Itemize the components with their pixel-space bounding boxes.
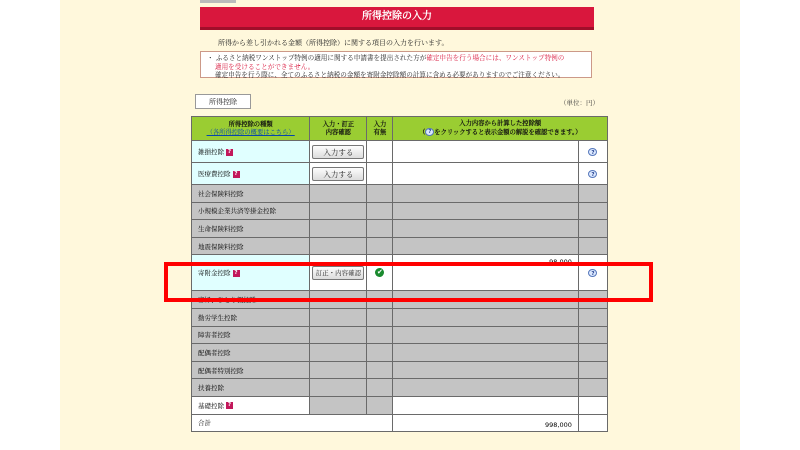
- row-explain-cell: [578, 163, 607, 185]
- row-explain-cell: [578, 396, 607, 414]
- row-action-cell: [310, 141, 367, 163]
- row-label: 社会保険料控除: [198, 189, 244, 198]
- table-row: [192, 237, 608, 255]
- table-row: [192, 361, 608, 379]
- row-label: 雑損控除: [198, 148, 224, 156]
- explain-icon[interactable]: ?: [588, 170, 597, 178]
- header-amount-line1: 入力内容から計算した控除額: [459, 120, 542, 127]
- kifukin-edit-button[interactable]: 訂正・内容確認: [312, 266, 364, 280]
- table-row: [192, 220, 608, 238]
- table-row-total: [192, 414, 608, 432]
- row-status: [367, 163, 393, 185]
- header-input-line1: 入力・訂正: [322, 120, 355, 128]
- table-row: [192, 308, 608, 326]
- row-amount: [393, 141, 578, 163]
- row-explain-cell: [578, 237, 607, 255]
- top-tab-remnant: [200, 0, 236, 3]
- help-icon[interactable]: ?: [234, 170, 238, 177]
- row-explain-cell: [578, 220, 607, 238]
- row-status: [367, 379, 393, 397]
- highlight-box: [164, 262, 653, 305]
- table-row: [192, 396, 608, 414]
- header-amount-open: （: [418, 129, 426, 136]
- row-amount: [393, 237, 578, 255]
- notice-text-2: 確定申告を行う際に、全てのふるさと納税の金額を寄附金控除額の計算に含める必要がありますのでご注意ください。: [215, 71, 565, 79]
- zasson-input-button[interactable]: 入力する: [312, 145, 364, 159]
- row-name: [192, 220, 310, 238]
- row-amount: [393, 326, 578, 344]
- row-explain-cell: [578, 202, 607, 220]
- row-label: 医療費控除: [198, 170, 231, 178]
- page-description: 所得から差し引かれる金額（所得控除）に関する項目の入力を行います。: [218, 39, 449, 47]
- unit-label: （単位：円）: [560, 99, 599, 107]
- row-label: 勤労学生控除: [198, 313, 237, 322]
- row-label: 配偶者控除: [198, 348, 231, 357]
- row-status: [367, 308, 393, 326]
- table-row: [192, 141, 608, 163]
- table-row: [192, 379, 608, 397]
- row-explain-cell: [578, 361, 607, 379]
- row-name: [192, 185, 310, 203]
- row-status: [367, 396, 393, 414]
- row-name: [192, 361, 310, 379]
- header-type-label: 所得控除の種類: [228, 120, 273, 128]
- row-action-cell: [310, 220, 367, 238]
- row-action-cell: [310, 237, 367, 255]
- row-label: 基礎控除: [198, 401, 224, 410]
- row-label: 寄附金控除: [198, 269, 231, 278]
- row-label: 地震保険料控除: [198, 242, 244, 251]
- row-amount: [393, 344, 578, 362]
- explain-icon[interactable]: ?: [588, 148, 597, 156]
- row-name: [192, 326, 310, 344]
- notice-text: ・ ふるさと納税ワンストップ特例の適用に関する申請書を提出された方が: [207, 54, 427, 62]
- explain-icon: ?: [425, 128, 434, 136]
- furusato-notice: [200, 51, 592, 78]
- notice-warning-cont: 適用を受けることができません。: [215, 62, 315, 71]
- row-action-cell: [310, 379, 367, 397]
- row-name: [192, 344, 310, 362]
- row-label: 小規模企業共済等掛金控除: [198, 207, 276, 216]
- row-explain-cell: [578, 185, 607, 203]
- header-input-line2: 内容確認: [325, 128, 351, 136]
- table-row: [192, 185, 608, 203]
- row-amount: [393, 396, 578, 414]
- table-row: [192, 163, 608, 185]
- row-explain-cell: [578, 414, 607, 432]
- header-amount-line2: をクリックすると表示金額の解説を確認できます。）: [434, 129, 582, 136]
- header-type: [192, 117, 310, 141]
- row-label: 寡婦、ひとり親控除: [198, 296, 257, 305]
- row-status: [367, 185, 393, 203]
- header-amount: [393, 117, 608, 141]
- total-amount: 998,000: [393, 414, 578, 432]
- table-row: [192, 202, 608, 220]
- row-name: [192, 163, 310, 185]
- header-status: [367, 117, 393, 141]
- row-name: [192, 308, 310, 326]
- row-name: [192, 379, 310, 397]
- help-icon[interactable]: ?: [234, 269, 238, 276]
- check-icon: ✔: [377, 268, 383, 277]
- row-action-cell: [310, 185, 367, 203]
- iryo-input-button[interactable]: 入力する: [312, 167, 364, 181]
- explain-icon[interactable]: ?: [588, 269, 597, 277]
- kifukin-amount: 98,000: [393, 255, 578, 291]
- header-input: [310, 117, 367, 141]
- row-explain-cell: [578, 344, 607, 362]
- row-explain-cell: [578, 379, 607, 397]
- help-icon[interactable]: ?: [227, 402, 232, 409]
- total-label: 合計: [192, 414, 393, 432]
- row-action-cell: [310, 396, 367, 414]
- row-status: [367, 141, 393, 163]
- row-status: [367, 361, 393, 379]
- row-amount: [393, 361, 578, 379]
- row-explain-cell: [578, 326, 607, 344]
- page-title: 所得控除の入力: [200, 7, 594, 30]
- header-status-line2: 有無: [373, 128, 387, 136]
- row-action-cell: [310, 361, 367, 379]
- row-explain-cell: [578, 308, 607, 326]
- help-icon[interactable]: ?: [227, 148, 232, 155]
- row-amount: [393, 308, 578, 326]
- row-action-cell: [310, 308, 367, 326]
- header-status-line1: 入力: [373, 120, 387, 128]
- row-amount: [393, 163, 578, 185]
- row-label: 障害者控除: [198, 331, 231, 340]
- row-status: [367, 220, 393, 238]
- row-name: [192, 396, 310, 414]
- row-status: [367, 237, 393, 255]
- row-label: 配偶者特別控除: [198, 366, 244, 375]
- row-action-cell: [310, 163, 367, 185]
- row-amount: [393, 202, 578, 220]
- row-action-cell: [310, 344, 367, 362]
- deduction-overview-link[interactable]: （各所得控除の概要はこちら）: [206, 128, 295, 136]
- table-row: [192, 344, 608, 362]
- row-status: [367, 344, 393, 362]
- row-name: [192, 202, 310, 220]
- row-action-cell: [310, 326, 367, 344]
- row-label: 生命保険料控除: [198, 224, 244, 233]
- row-action-cell: [310, 202, 367, 220]
- row-label: 扶養控除: [198, 384, 224, 393]
- row-name: [192, 237, 310, 255]
- row-name: [192, 141, 310, 163]
- table-row: [192, 326, 608, 344]
- tab-shotoku-kojo[interactable]: 所得控除: [195, 94, 251, 109]
- row-status: [367, 326, 393, 344]
- row-explain-cell: [578, 141, 607, 163]
- row-status: [367, 202, 393, 220]
- row-amount: [393, 379, 578, 397]
- notice-warning: 確定申告を行う場合には、ワンストップ特例の: [426, 54, 565, 62]
- row-amount: [393, 185, 578, 203]
- row-amount: [393, 220, 578, 238]
